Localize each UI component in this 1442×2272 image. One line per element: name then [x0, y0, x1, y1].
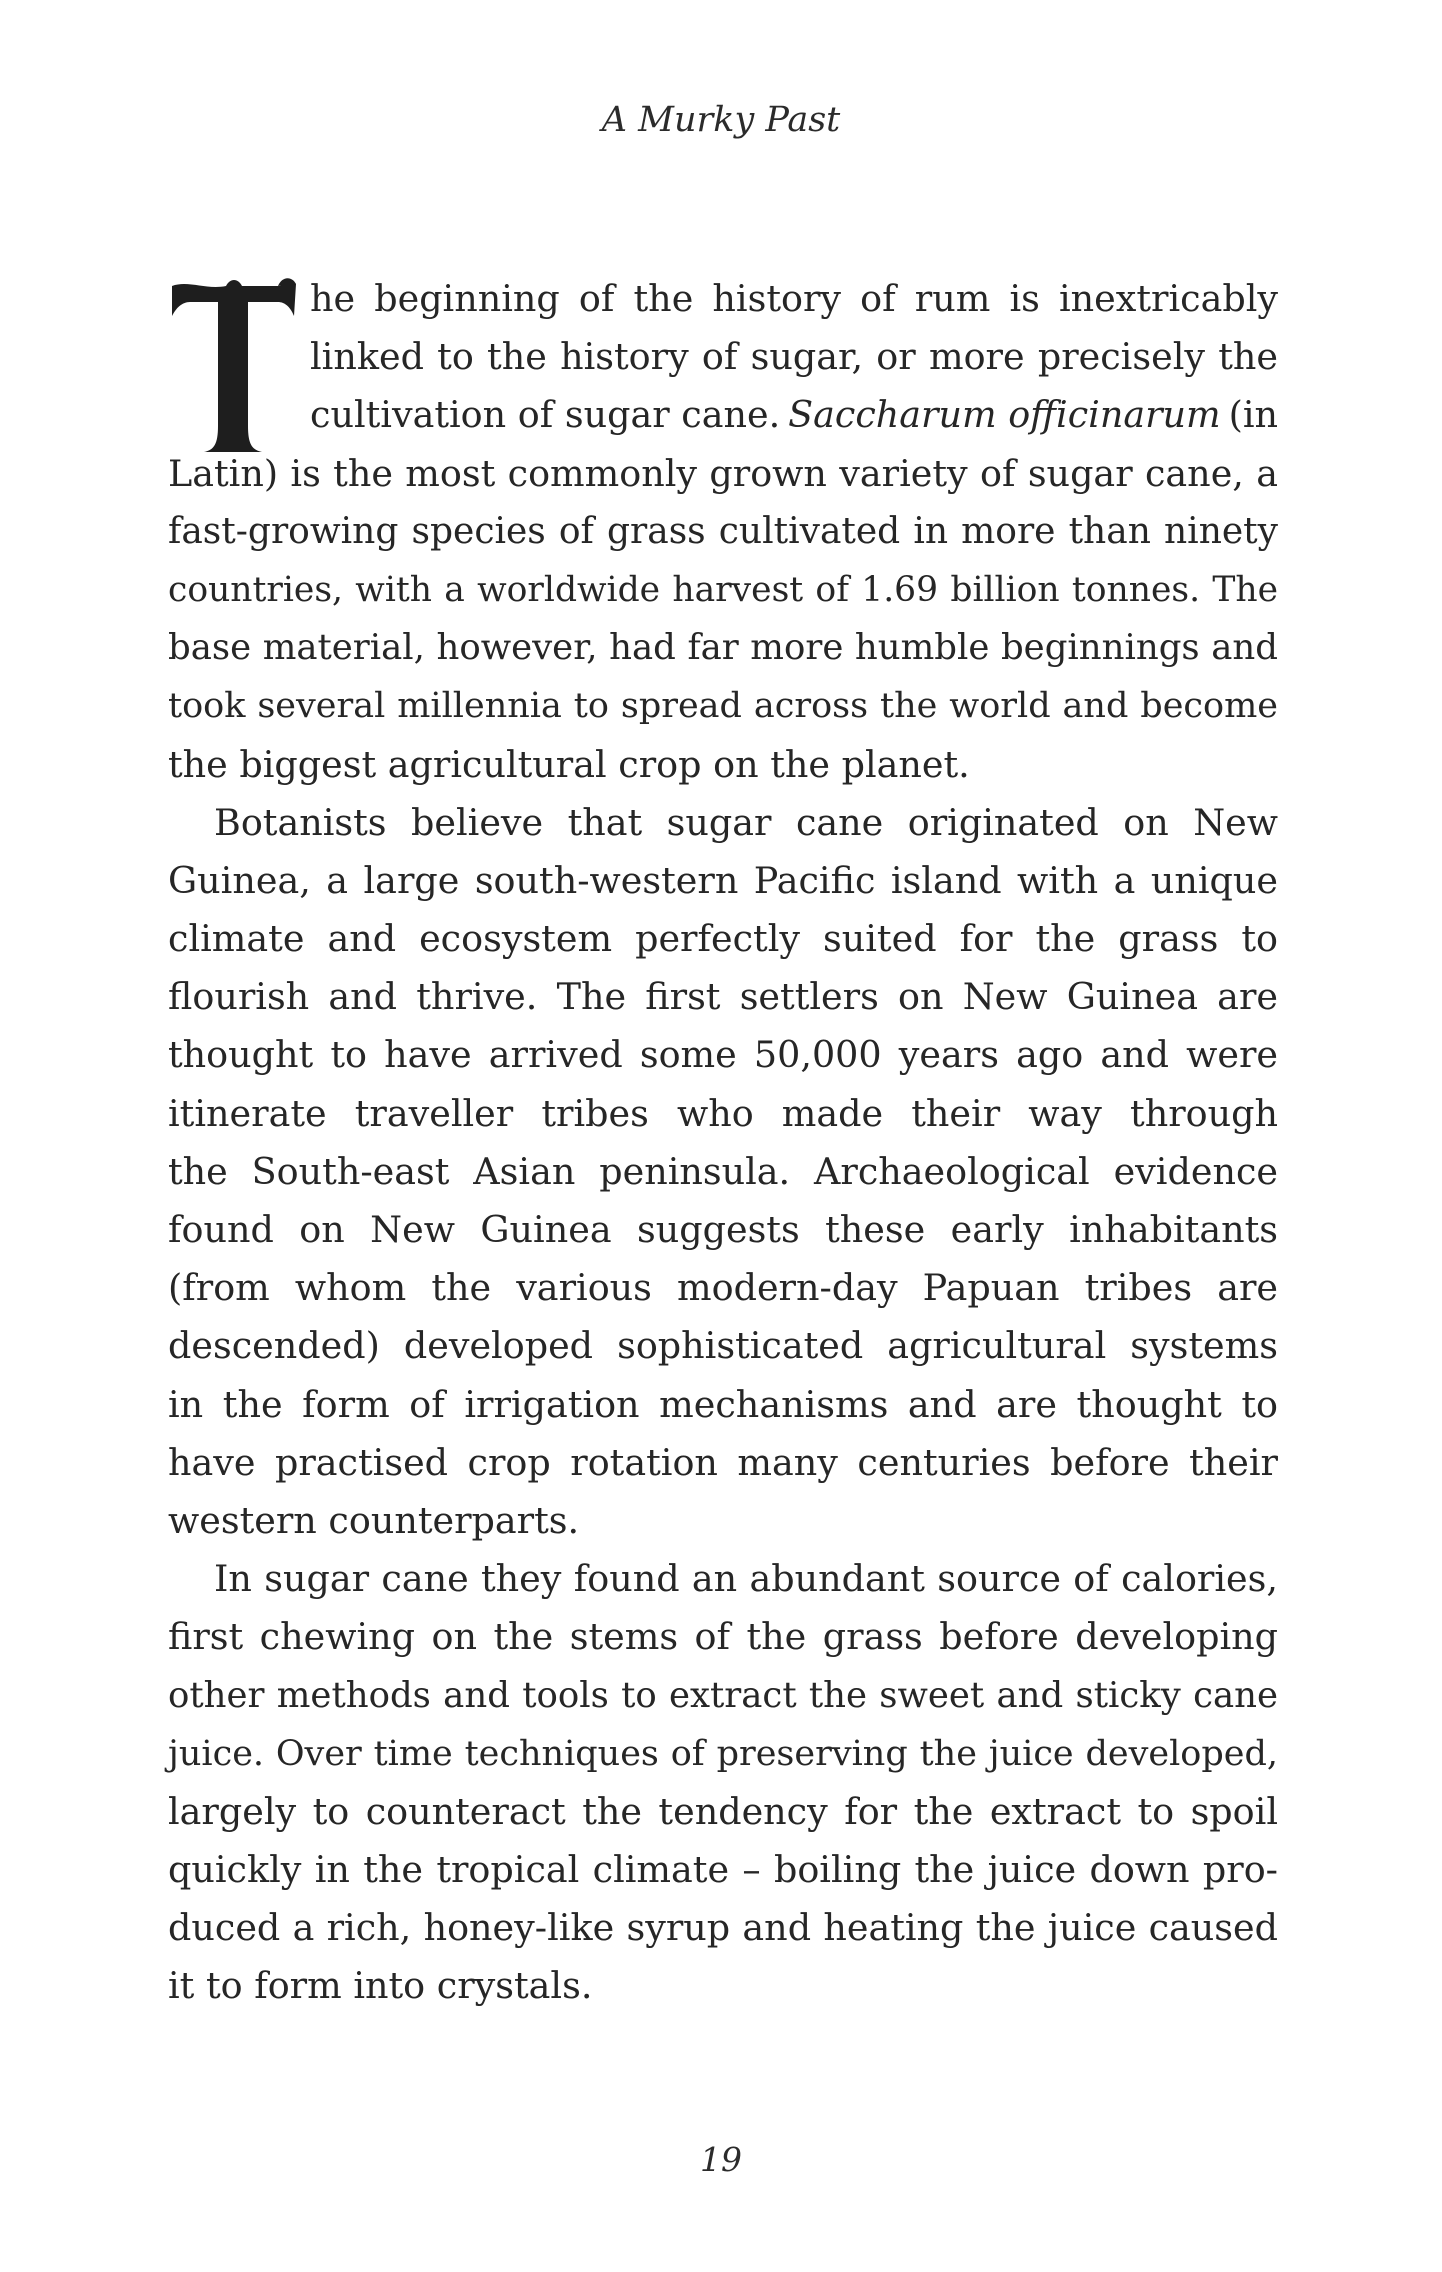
- paragraph-2-line: found on New Guinea suggests these early inhabitants: [168, 1208, 1278, 1251]
- paragraph-1-line: the biggest agricultural crop on the planet.: [168, 742, 970, 786]
- paragraph-3-line: it to form into crystals.: [168, 1964, 593, 2008]
- text-segment: (in: [1228, 393, 1278, 437]
- paragraph-2-line: descended) developed sophisticated agricultural systems: [168, 1324, 1278, 1368]
- paragraph-3-line: duced a rich, honey-like syrup and heating the juice caused: [168, 1906, 1278, 1950]
- paragraph-2-line: Guinea, a large south-western Pacific island with a unique: [168, 858, 1278, 902]
- paragraph-1-line: countries, with a worldwide harvest of 1.69 billion tonnes. The: [168, 569, 1278, 610]
- paragraph-2-line: Botanists believe that sugar cane originated on New: [214, 800, 1278, 844]
- text-line: he beginning of the history of rum is inextricably: [310, 277, 1278, 320]
- paragraph-2-line: in the form of irrigation mechanisms and are thought to: [168, 1382, 1278, 1426]
- paragraph-1-line: Latin) is the most commonly grown variety of sugar cane, a: [168, 451, 1278, 495]
- body-text: [168, 270, 1278, 2016]
- paragraph-2-line: itinerate traveller tribes who made their way through: [168, 1091, 1278, 1135]
- paragraph-3-line: juice. Over time techniques of preserving the juice developed,: [168, 1733, 1278, 1774]
- paragraph-2-line: western counterparts.: [168, 1498, 580, 1542]
- paragraph-2-line: thought to have arrived some 50,000 years ago and were: [168, 1033, 1278, 1077]
- paragraph-3-line: largely to counteract the tendency for the extract to spoil: [168, 1789, 1278, 1833]
- text-segment: cultivation of sugar cane.: [310, 393, 781, 437]
- paragraph-1-line: [310, 328, 1278, 386]
- paragraph-2-line: have practised crop rotation many centuries before their: [168, 1440, 1278, 1484]
- paragraph-1-line: took several millennia to spread across the world and become: [168, 686, 1278, 727]
- paragraph-3-line: In sugar cane they found an abundant source of calories,: [214, 1557, 1278, 1601]
- page-number: 19: [700, 2140, 742, 2179]
- paragraph-2-line: flourish and thrive. The first settlers on New Guinea are: [168, 975, 1278, 1019]
- paragraph-3-line: quickly in the tropical climate – boiling the juice down pro-: [168, 1848, 1278, 1892]
- paragraph-1-line: [310, 270, 1278, 328]
- paragraph-3-line: other methods and tools to extract the sweet and sticky cane: [168, 1674, 1278, 1716]
- paragraph-3-line: first chewing on the stems of the grass before developing: [168, 1615, 1278, 1659]
- latin-term: Saccharum officinarum: [788, 393, 1221, 437]
- paragraph-1-line: fast-growing species of grass cultivated in more than ninety: [168, 510, 1278, 552]
- running-head: A Murky Past: [601, 100, 841, 140]
- paragraph-2-line: (from whom the various modern-day Papuan tribes are: [168, 1266, 1278, 1310]
- paragraph-2-line: climate and ecosystem perfectly suited for the grass to: [168, 917, 1278, 961]
- paragraph-2-line: the South-east Asian peninsula. Archaeological evidence: [168, 1149, 1278, 1193]
- drop-cap-letter: [168, 276, 298, 458]
- paragraph-1-line: [310, 386, 1278, 444]
- text-line: linked to the history of sugar, or more precisely the: [310, 335, 1278, 379]
- paragraph-1-line: base material, however, had far more humble beginnings and: [168, 627, 1278, 669]
